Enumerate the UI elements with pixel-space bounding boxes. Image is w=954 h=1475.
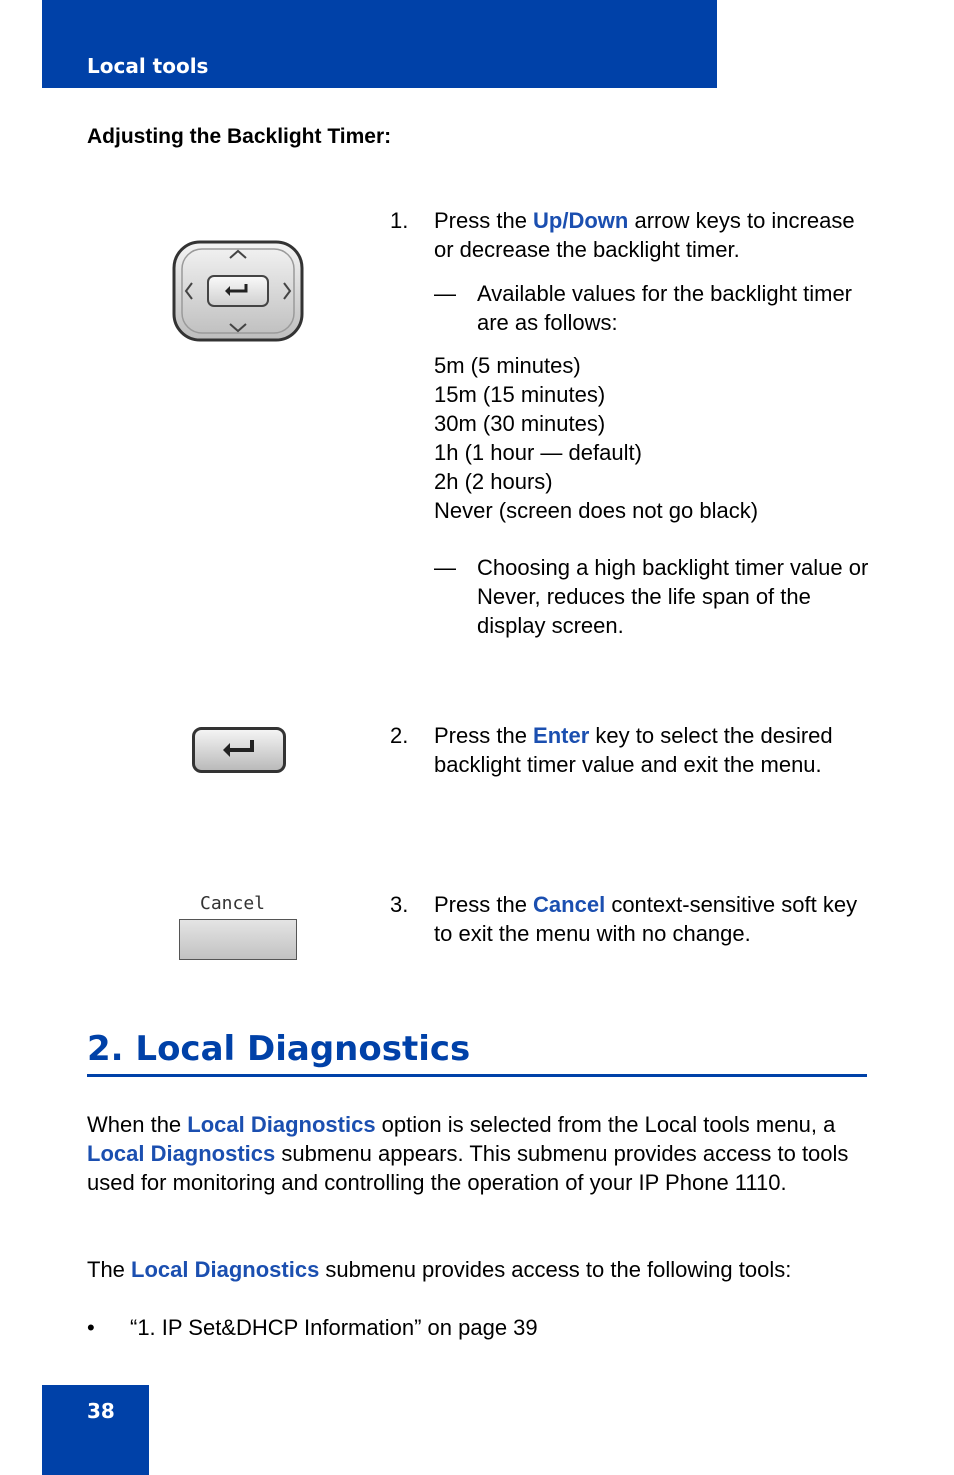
step-2 bbox=[390, 721, 880, 779]
timer-value: 15m (15 minutes) bbox=[434, 382, 606, 407]
navigation-cluster-icon bbox=[172, 240, 304, 342]
page-number: 38 bbox=[87, 1399, 115, 1423]
page-number-band bbox=[42, 1385, 149, 1475]
step-note: — Choosing a high backlight timer value or Never, reduces the life span of the display screen. bbox=[434, 555, 869, 638]
section-label: Adjusting the Backlight Timer: bbox=[87, 125, 392, 148]
timer-value: Never (screen does not go black) bbox=[434, 498, 759, 523]
heading-rule bbox=[87, 1074, 867, 1077]
timer-value: 30m (30 minutes) bbox=[434, 411, 606, 436]
step-text: Press the Enter key to select the desired backlight timer value and exit the menu. bbox=[434, 723, 833, 777]
key-name: Enter bbox=[533, 723, 590, 748]
header-band bbox=[42, 0, 717, 88]
chapter-title: Local tools bbox=[87, 54, 209, 78]
key-name: Up/Down bbox=[533, 208, 629, 233]
step-text: Press the Cancel context-sensitive soft key to exit the menu with no change. bbox=[434, 892, 858, 946]
enter-key-icon bbox=[192, 727, 286, 773]
menu-name: Local Diagnostics bbox=[131, 1257, 320, 1282]
step-text: Press the Up/Down arrow keys to increase or decrease the backlight timer. bbox=[434, 208, 855, 262]
step-3 bbox=[390, 890, 880, 948]
timer-values-list bbox=[434, 351, 880, 525]
bullet: • bbox=[87, 1315, 95, 1340]
section-heading: 2. Local Diagnostics bbox=[87, 1029, 471, 1069]
tools-paragraph: The Local Diagnostics submenu provides access to the following tools: bbox=[87, 1257, 792, 1282]
timer-value: 5m (5 minutes) bbox=[434, 353, 581, 378]
step-1 bbox=[390, 206, 880, 640]
step-number: 1. bbox=[390, 208, 409, 233]
key-name: Cancel bbox=[533, 892, 606, 917]
intro-paragraph: When the Local Diagnostics option is selected from the Local tools menu, a Local Diagnostics submenu appears. This submenu provides access to tools used for monitoring and controlling the operation of your IP Phone 1110. bbox=[87, 1112, 849, 1195]
step-note: — Available values for the backlight timer are as follows: bbox=[434, 281, 853, 335]
list-item bbox=[87, 1313, 538, 1342]
menu-name: Local Diagnostics bbox=[87, 1141, 276, 1166]
cross-reference: “1. IP Set&DHCP Information” on page 39 bbox=[130, 1315, 538, 1340]
step-number: 3. bbox=[390, 892, 409, 917]
timer-value: 1h (1 hour — default) bbox=[434, 440, 642, 465]
cancel-softkey bbox=[179, 919, 297, 960]
step-number: 2. bbox=[390, 723, 409, 748]
menu-name: Local Diagnostics bbox=[187, 1112, 376, 1137]
softkey-label: Cancel bbox=[200, 893, 266, 914]
timer-value: 2h (2 hours) bbox=[434, 469, 553, 494]
